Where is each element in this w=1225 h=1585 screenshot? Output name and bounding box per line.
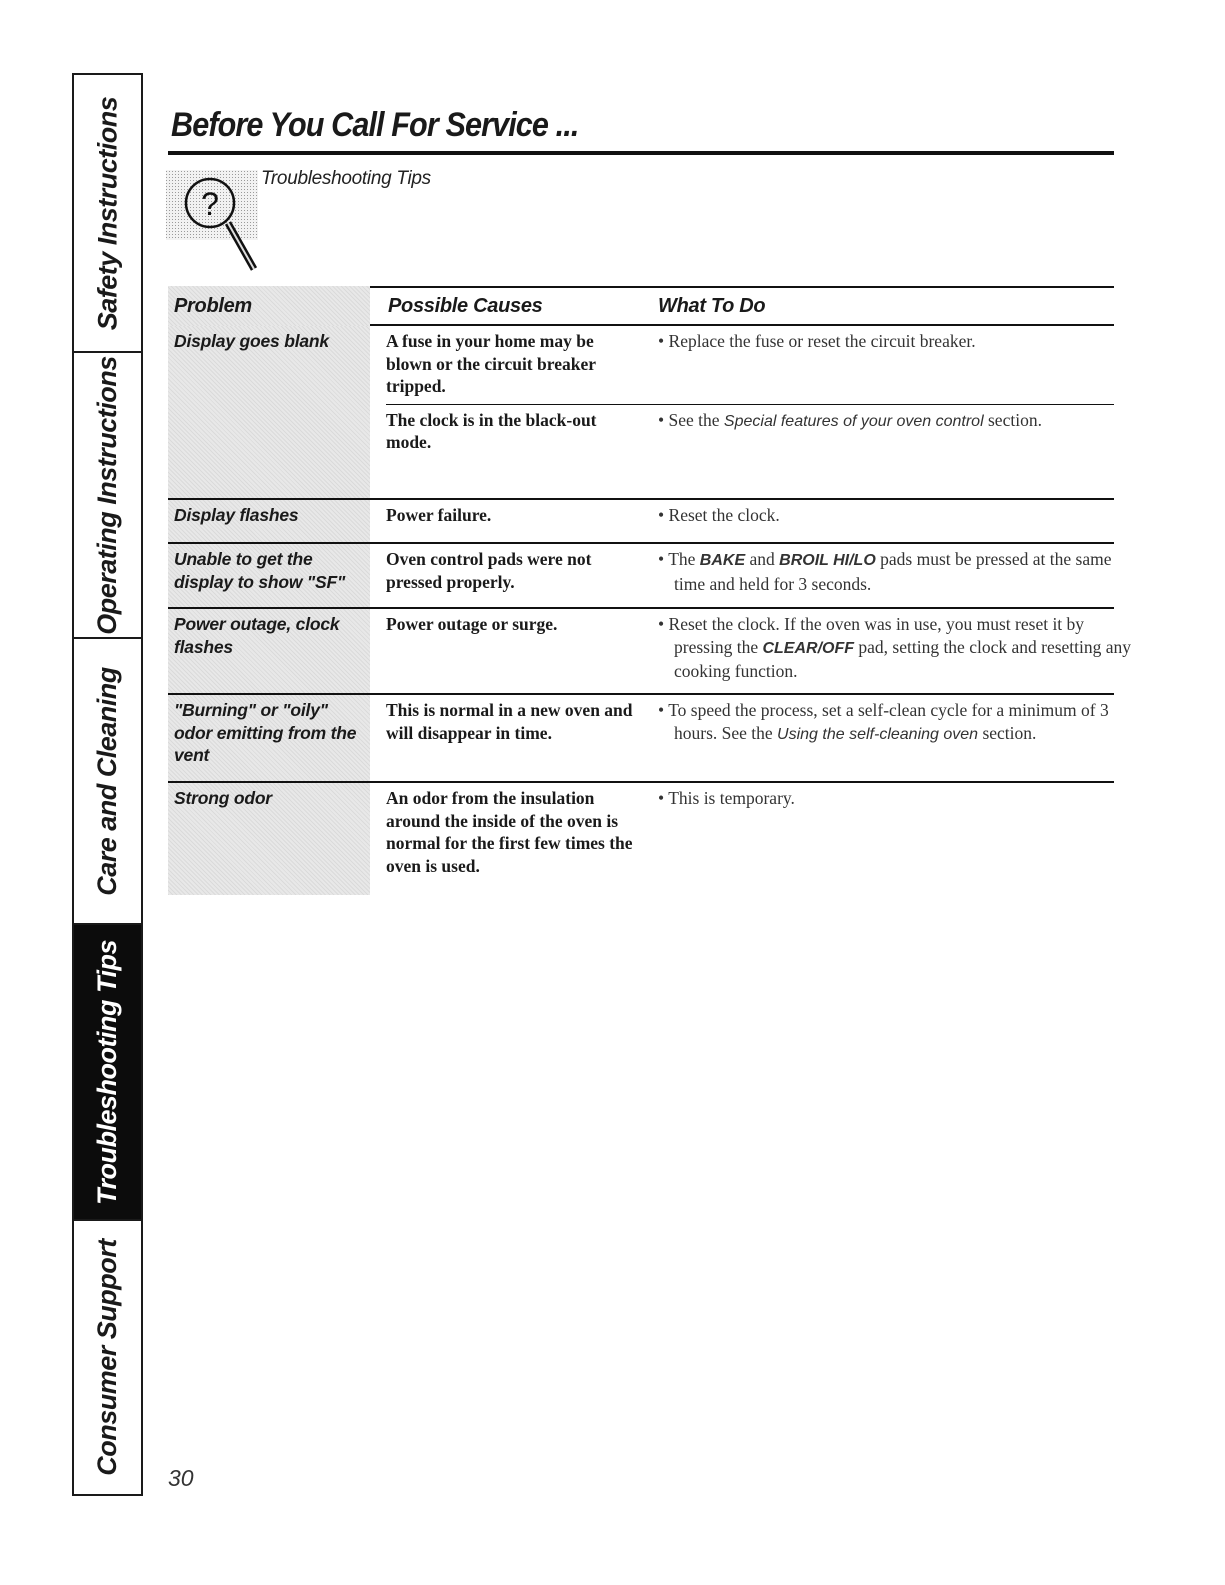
instruction-text: This is temporary. (668, 788, 795, 808)
possible-cause: Power outage or surge. (386, 614, 558, 634)
possible-cause: A fuse in your home may be blown or the circuit breaker tripped. (386, 331, 596, 396)
cause-entry (386, 326, 1114, 404)
tab-safety-instructions[interactable] (74, 75, 141, 353)
section-reference: Using the self-cleaning oven (777, 725, 979, 743)
problem-cell: "Burning" or "oily" odor emitting from the vent (168, 695, 370, 781)
cause-entry (386, 404, 1114, 460)
problem-cell: Unable to get the display to show "SF" (168, 544, 370, 607)
side-section-tabs (72, 73, 143, 1496)
possible-cause: An odor from the insulation around the inside of the oven is normal for the first few times the oven is used. (386, 788, 633, 876)
tab-troubleshooting-tips[interactable] (74, 925, 141, 1221)
tab-label: Troubleshooting Tips (92, 939, 122, 1205)
problem-cell: Power outage, clock flashes (168, 609, 370, 693)
instruction-text: The (668, 549, 700, 569)
bullet: • (658, 409, 665, 430)
bullet: • (658, 549, 665, 569)
section-subtitle: Troubleshooting Tips (261, 168, 431, 189)
column-header-possible-causes: Possible Causes (388, 295, 543, 317)
section-reference: Special features of your oven control (723, 412, 984, 430)
table-row (168, 607, 1132, 693)
instruction-text: To speed the process, set a self-clean cycle for a minimum of 3 hours. See the (668, 700, 1109, 743)
cause-entry (386, 609, 1132, 681)
table-row (168, 326, 1114, 498)
control-pad-name: CLEAR/OFF (762, 639, 855, 657)
bullet: • (658, 614, 665, 634)
table-body (168, 326, 1132, 895)
title-divider (168, 151, 1114, 155)
what-to-do (658, 330, 1144, 353)
control-pad-name: BAKE (699, 552, 746, 569)
bullet: • (658, 788, 665, 808)
problem-cell: Display flashes (168, 500, 370, 542)
instruction-text: Replace the fuse or reset the circuit breaker. (668, 331, 976, 351)
what-to-do (658, 504, 1144, 527)
what-to-do (658, 548, 1144, 595)
page-title: Before You Call For Service ... (171, 106, 579, 144)
possible-cause: The clock is in the black-out mode. (386, 409, 597, 452)
troubleshooting-table (168, 286, 1132, 895)
cause-entry (386, 695, 1114, 750)
instruction-text: pad, setting the clock and resetting any cooking function. (674, 636, 1132, 681)
tab-label: Safety Instructions (92, 96, 122, 330)
what-to-do (658, 613, 1144, 683)
page-number: 30 (168, 1465, 194, 1491)
instruction-text: pads must be pressed at the same time and held for 3 seconds. (674, 549, 1112, 594)
tab-care-and-cleaning[interactable] (74, 639, 141, 925)
control-pad-name: BROIL HI/LO (779, 552, 876, 569)
instruction-text: section. (983, 409, 1042, 430)
tab-consumer-support[interactable] (74, 1221, 141, 1494)
what-to-do (658, 409, 1144, 434)
bullet: • (658, 700, 665, 720)
table-row (168, 498, 1114, 542)
table-row (168, 542, 1114, 607)
what-to-do (658, 699, 1144, 746)
column-header-what-to-do: What To Do (658, 295, 766, 317)
instruction-text: See the (668, 409, 724, 430)
problem-cell: Display goes blank (168, 326, 370, 498)
cause-entry (386, 544, 1114, 599)
what-to-do (658, 787, 1144, 810)
tab-label: Operating Instructions (92, 355, 122, 635)
table-row (168, 693, 1114, 781)
bullet: • (658, 331, 665, 351)
cause-entry (386, 783, 1114, 883)
column-header-problem: Problem (168, 286, 370, 326)
tab-label: Consumer Support (92, 1239, 123, 1476)
problem-cell: Strong odor (168, 783, 370, 895)
tab-operating-instructions[interactable] (74, 353, 141, 639)
instruction-text: section. (978, 722, 1037, 743)
cause-entry (386, 500, 1114, 538)
instruction-text: Reset the clock. If the oven was in use, you must reset it by pressing the (668, 614, 1085, 657)
table-row (168, 781, 1114, 895)
tab-label: Care and Cleaning (92, 666, 122, 896)
instruction-text: and (745, 549, 780, 569)
possible-cause: Power failure. (386, 505, 492, 525)
question-magnifier-icon (166, 165, 266, 275)
bullet: • (658, 505, 665, 525)
table-header-row (168, 286, 1114, 326)
instruction-text: Reset the clock. (668, 505, 780, 525)
question-glyph: ? (201, 186, 219, 222)
possible-cause: This is normal in a new oven and will disappear in time. (386, 700, 633, 743)
possible-cause: Oven control pads were not pressed properly. (386, 549, 592, 592)
